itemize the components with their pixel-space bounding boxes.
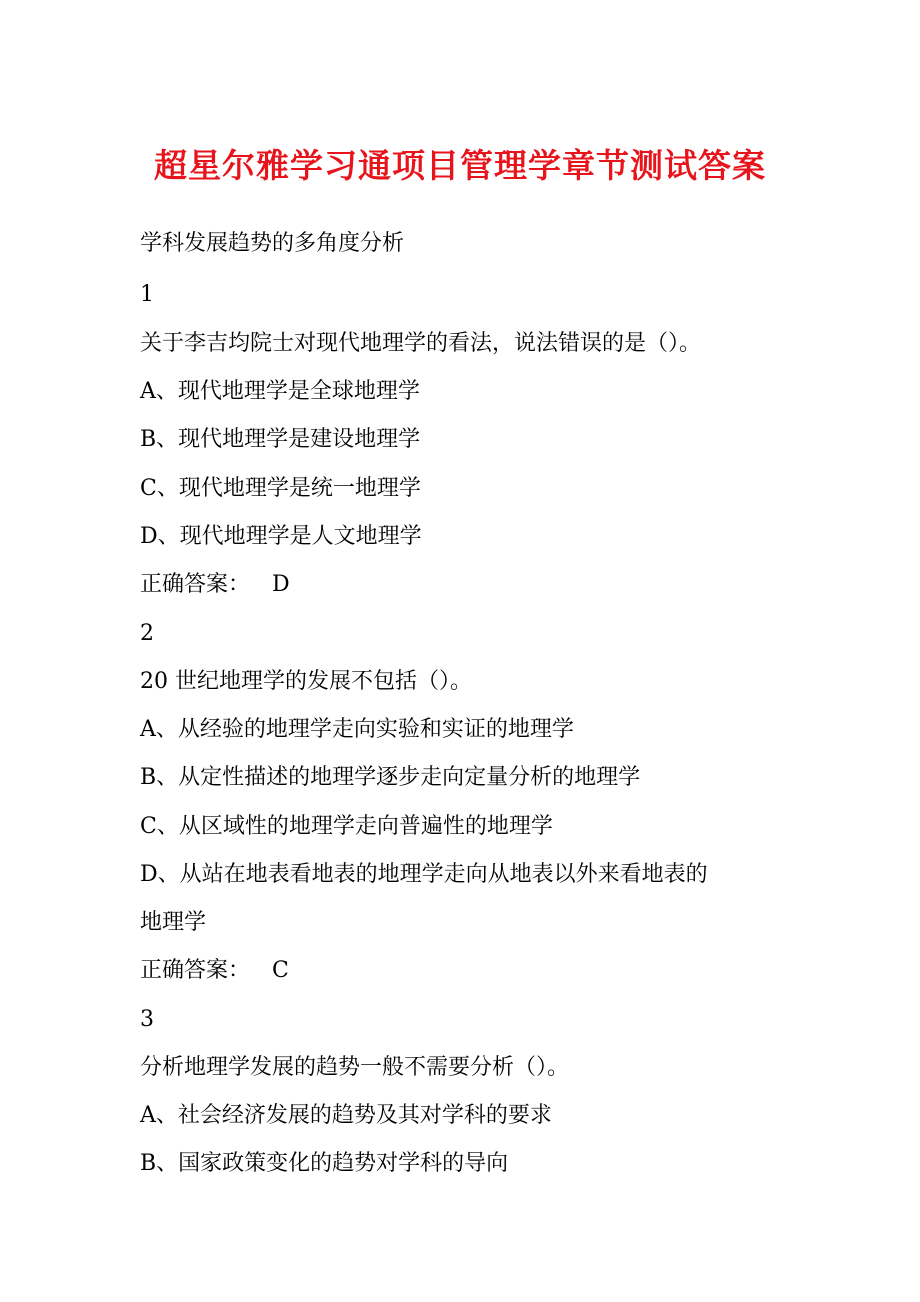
question-number: 3 [140, 1007, 154, 1032]
question-number: 1 [140, 282, 154, 307]
option-a: A、现代地理学是全球地理学 [140, 379, 420, 404]
option-b: B、现代地理学是建设地理学 [140, 427, 421, 452]
question-stem: 分析地理学发展的趋势一般不需要分析（）。 [140, 1055, 570, 1080]
section-title: 学科发展趋势的多角度分析 [140, 231, 405, 256]
question-stem: 关于李吉均院士对现代地理学的看法，说法错误的是（）。 [140, 331, 702, 356]
correct-answer-label: 正确答案： [140, 572, 251, 597]
question-number: 2 [140, 621, 154, 646]
correct-answer-value: D [272, 572, 290, 597]
document-title: 超星尔雅学习通项目管理学章节测试答案 [154, 146, 766, 185]
option-a: A、从经验的地理学走向实验和实证的地理学 [140, 717, 574, 742]
correct-answer [140, 570, 800, 600]
option-c: C、从区域性的地理学走向普遍性的地理学 [140, 814, 553, 839]
option-d-continuation: 地理学 [140, 910, 207, 935]
question-stem: 20 世纪地理学的发展不包括（）。 [140, 669, 472, 694]
option-b: B、从定性描述的地理学逐步走向定量分析的地理学 [140, 765, 641, 790]
correct-answer-label: 正确答案： [140, 958, 251, 983]
correct-answer-value: C [272, 958, 289, 983]
correct-answer [140, 956, 800, 986]
option-a: A、社会经济发展的趋势及其对学科的要求 [140, 1103, 552, 1128]
option-c: C、现代地理学是统一地理学 [140, 476, 421, 501]
option-d: D、从站在地表看地表的地理学走向从地表以外来看地表的 [140, 862, 708, 887]
option-b: B、国家政策变化的趋势对学科的导向 [140, 1151, 509, 1176]
option-d: D、现代地理学是人文地理学 [140, 524, 422, 549]
